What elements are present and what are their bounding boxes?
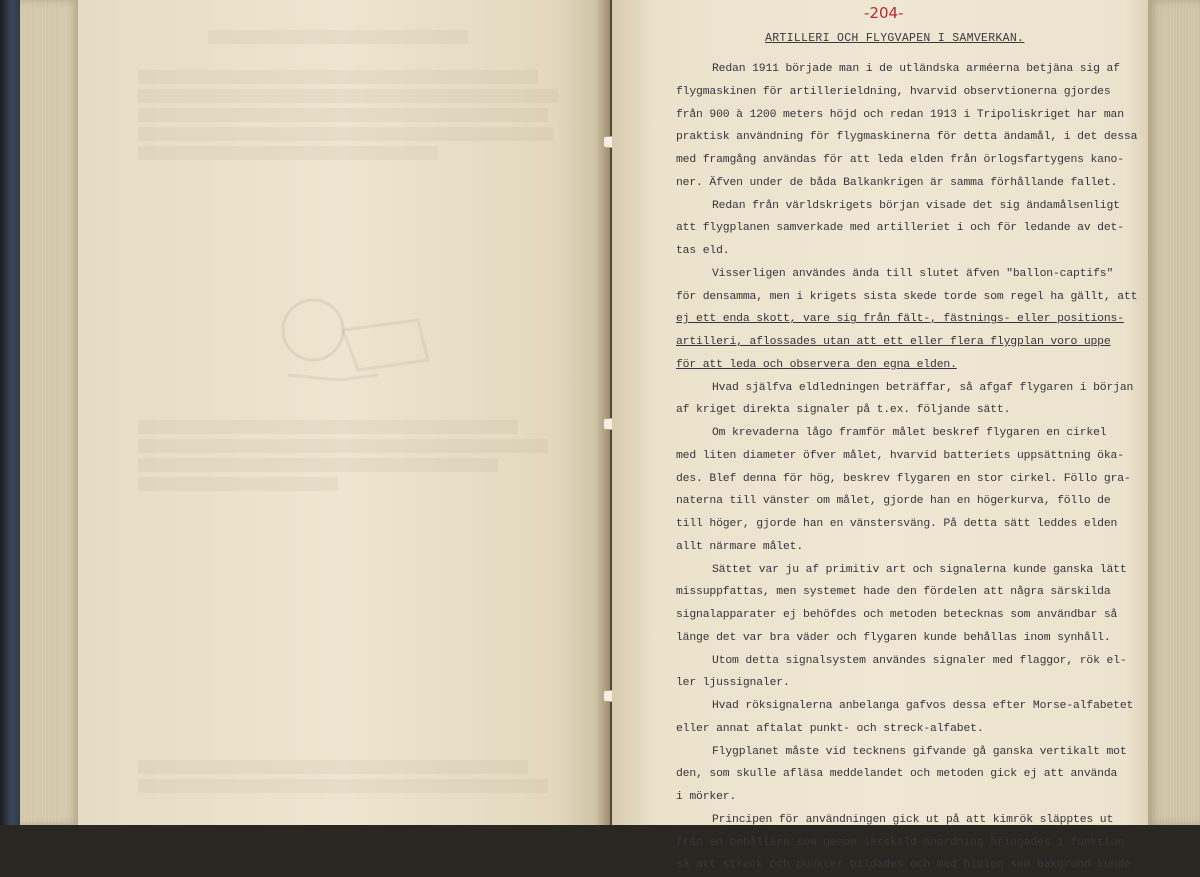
text-line: missuppfattas, men systemet hade den fördelen att några särskilda	[676, 586, 1111, 599]
left-page-bleed-through	[78, 0, 610, 825]
text-line: med liten diameter öfver målet, hvarvid batteriets uppsättning ökа-	[676, 449, 1124, 462]
text-line: Sättet var ju af primitiv art och signalerna kunde ganska lätt	[712, 563, 1127, 576]
text-line: Redan 1911 började man i de utländska arméerna betjäna sig af	[712, 63, 1120, 75]
text-line: med framgång användas för att leda elden från örlogsfartygens kano-	[676, 154, 1124, 166]
text-line: ej ett enda skott, vare sig från fält-, fästnings- eller positions-	[676, 313, 1124, 326]
text-line: den, som skulle afläsa meddelandet och metoden gick ej att använda	[676, 768, 1118, 781]
page-number: -204-	[864, 4, 904, 22]
text-line: flygmaskinen för artillerieldning, hvarvid observtionerna gjordes	[676, 85, 1111, 98]
text-line: Principen för användningen gick ut på att kimrök släpptes ut	[712, 813, 1114, 826]
text-line: Utom detta signalsystem användes signaler med flaggor, rök el-	[712, 654, 1127, 667]
text-line: i mörker.	[676, 791, 737, 803]
bleed-through-text-bottom	[138, 760, 558, 798]
text-line: tas eld.	[676, 245, 730, 257]
text-line: länge det var bra väder och flygaren kunde behållas inom synhåll.	[676, 631, 1111, 644]
text-line: Visserligen användes ända till slutet äfven "ballon-captifs"	[712, 267, 1114, 280]
text-line: att flygplanen samverkade med artilleriet i och för ledande av det-	[676, 222, 1124, 235]
text-line: praktisk användning för flygmaskinerna för detta ändamål, i det dessa	[676, 131, 1138, 144]
text-line: des. Blef denna för hög, beskrev flygaren en stor cirkel. Föllo gra-	[676, 472, 1131, 485]
bleed-through-text-middle	[138, 420, 558, 496]
text-line: från en behållare som genom särskild anordning bringades i funktion	[676, 836, 1124, 849]
text-line: af kriget direkta signaler på t.ex. följande sätt.	[676, 404, 1011, 417]
text-line: Redan från världskrigets början visade det sig ändamålsenligt	[712, 199, 1120, 212]
typewritten-text	[676, 58, 1136, 877]
text-line: ner. Äfven under de båda Balkankrigen är samma förhållande fallet.	[676, 176, 1118, 189]
text-line: Flygplanet måste vid tecknens gifvande gå ganska vertikalt mot	[712, 745, 1127, 758]
text-line: Om krevaderna lågo framför målet beskref flygaren en cirkel	[712, 427, 1107, 439]
text-line: eller annat aftalat punkt- och streck-alfabet.	[676, 722, 984, 735]
page-heading: ARTILLERI OCH FLYGVAPEN I SAMVERKAN.	[765, 32, 1025, 45]
text-line: till höger, gjorde han en vänstersväng. På detta sätt leddes elden	[676, 518, 1118, 530]
text-line: artilleri, aflossades utan att ett eller flera flygplan voro uppe	[676, 336, 1111, 348]
text-line: Hvad röksignalerna anbelanga gafvos dessa efter Morse-alfabetet	[712, 700, 1134, 712]
bleed-through-sketch	[268, 280, 438, 400]
text-line: naterna till vänster om målet, gjorde han en högerkurva, föllo de	[676, 495, 1111, 508]
text-line: Hvad själfva eldledningen beträffar, så afgaf flygaren i början	[712, 381, 1134, 394]
page-edges-right	[1148, 0, 1200, 825]
bleed-through-heading	[178, 30, 478, 49]
text-line: ler ljussignaler.	[676, 677, 790, 690]
text-line: signalapparater ej behöfdes och metoden betecknas som användbar så	[676, 609, 1118, 621]
page-edges-left	[20, 0, 80, 825]
text-line: allt närmare målet.	[676, 540, 804, 553]
text-line: så att streck och punkter bildades och med himlen som bakgrund kunde	[676, 859, 1131, 872]
text-line: för densamma, men i krigets sista skede torde som regel ha gällt, att	[676, 290, 1138, 303]
bleed-through-text-top	[138, 70, 558, 165]
text-line: från 900 à 1200 meters höjd och redan 1913 i Tripoliskriget har man	[676, 108, 1124, 121]
text-line: för att leda och observera den egna elden.	[676, 358, 957, 371]
